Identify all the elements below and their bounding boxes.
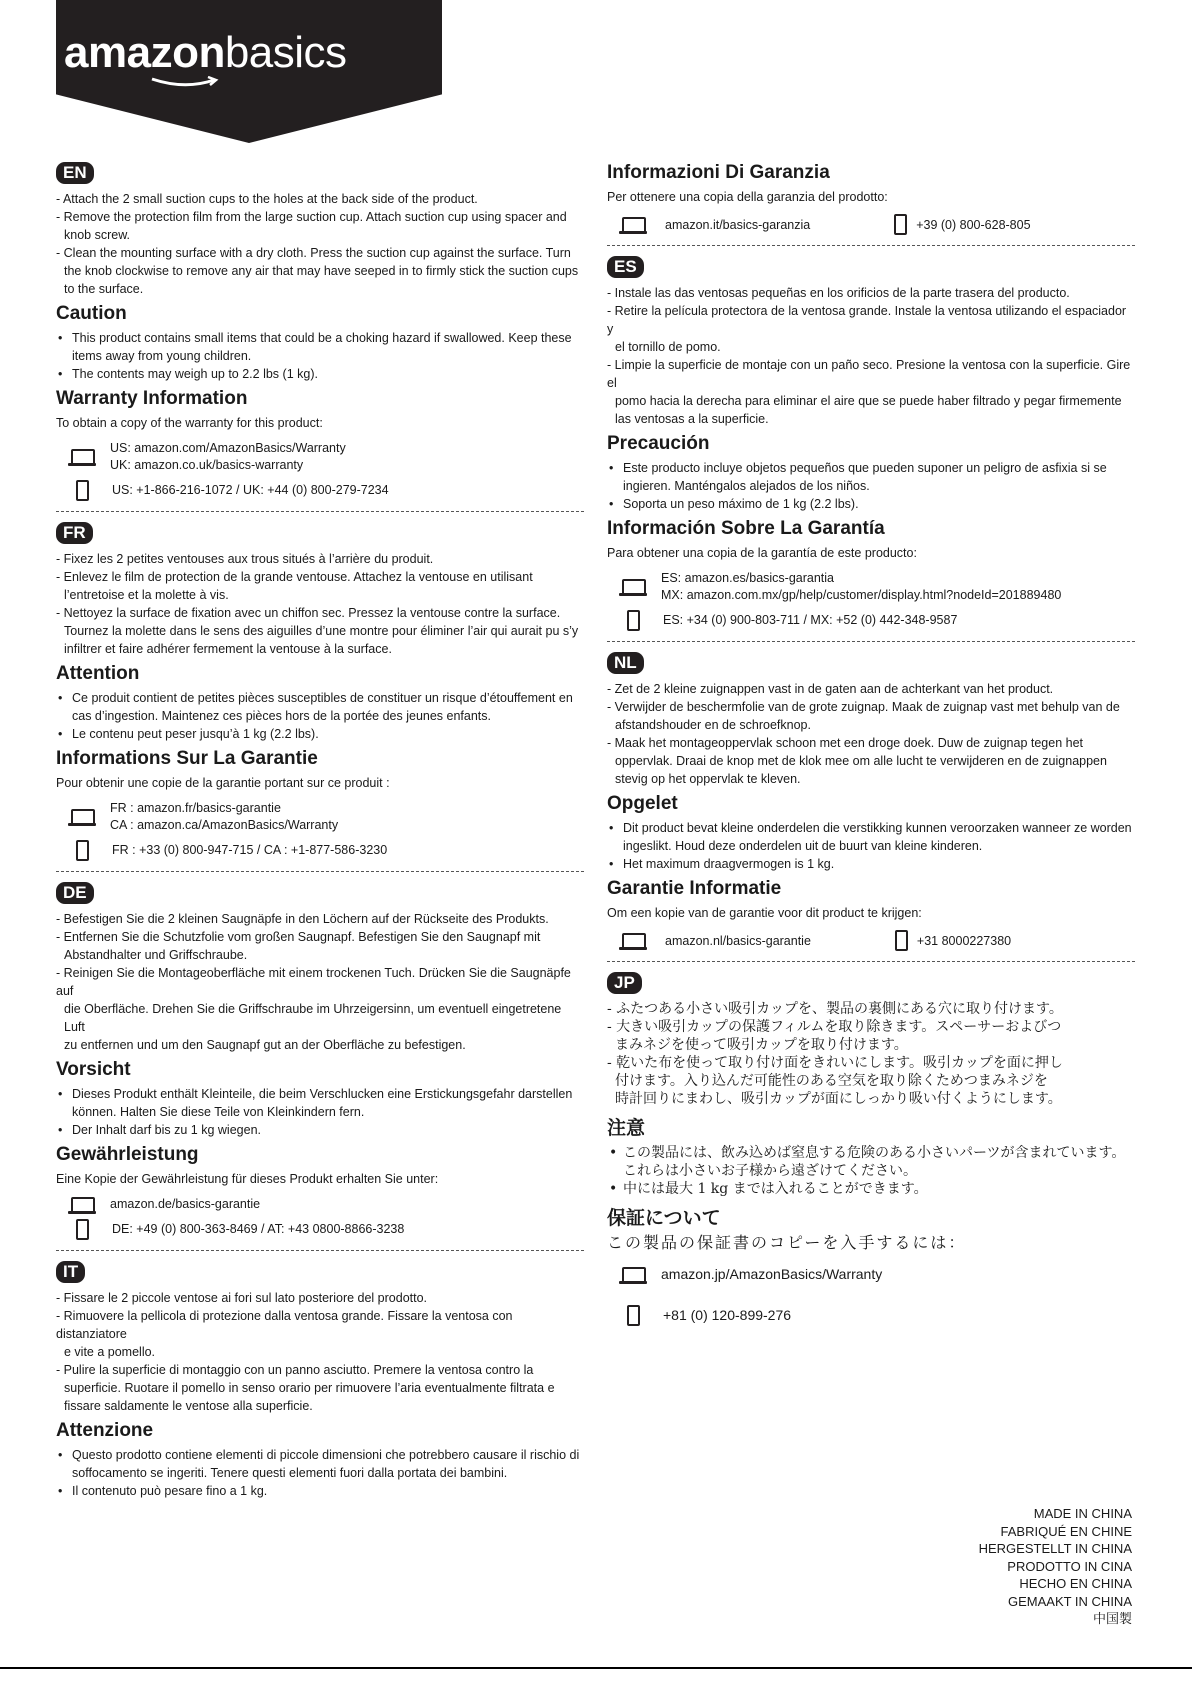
step-line: fissare saldamente le ventose alla superficie. (64, 1399, 313, 1413)
step-line: afstandshouder en de schroefknop. (615, 718, 811, 732)
warranty-link[interactable]: CA : amazon.ca/AmazonBasics/Warranty (110, 818, 339, 832)
section-it-warranty (607, 162, 1135, 235)
made-in-line: HECHO EN CHINA (1019, 1576, 1132, 1591)
divider (56, 511, 584, 512)
steps-it (56, 1289, 584, 1415)
step-line: まみネジを使って吸引カップを取り付けます。 (615, 1037, 908, 1053)
warranty-intro-de: Eine Kopie der Gewährleistung für dieses Produkt erhalten Sie unter: (56, 1172, 439, 1186)
warranty-link[interactable]: ES: amazon.es/basics-garantia (661, 571, 835, 585)
warranty-intro-es: Para obtener una copia de la garantía de este producto: (607, 546, 917, 560)
lang-badge-es: ES (607, 256, 644, 278)
section-en (56, 162, 584, 501)
phone-icon (76, 840, 89, 861)
warranty-phone-de (68, 1219, 584, 1240)
warranty-phone-en (68, 480, 584, 501)
step-line: l’entretoise et la molette à vis. (64, 588, 229, 602)
section-es (607, 256, 1135, 631)
section-de (56, 882, 584, 1240)
warranty-title-it: Informazioni Di Garanzia (607, 162, 830, 183)
step-line: - Instale las das ventosas pequeñas en los orificios de la parte trasera del producto. (607, 286, 1070, 300)
step-line: - Retire la película protectora de la ventosa grande. Instale la ventosa utilizando el espaciador y (607, 304, 1127, 336)
caution-title-de: Vorsicht (56, 1059, 131, 1080)
step-line: - Clean the mounting surface with a dry cloth. Press the suction cup against the surface. Turn (56, 246, 571, 260)
step-line: Abstandhalter und Griffschraube. (64, 948, 248, 962)
phone-number: FR : +33 (0) 800-947-715 / CA : +1-877-586-3230 (112, 843, 388, 857)
warranty-web-de (68, 1196, 584, 1213)
divider (607, 641, 1135, 642)
warranty-title-jp: 保証について (607, 1207, 721, 1229)
caution-title-jp: 注意 (607, 1117, 646, 1139)
caution-item: • Dit product bevat kleine onderdelen die verstikking kunnen veroorzaken wanneer ze worden ingeslikt. Houd deze onderdelen uit de buurt van kleine kinderen. (607, 819, 1135, 855)
warranty-title-es: Información Sobre La Garantía (607, 518, 885, 539)
caution-item: • The contents may weigh up to 2.2 lbs (1 kg). (56, 365, 584, 383)
steps-de (56, 910, 584, 1054)
caution-title-nl: Opgelet (607, 793, 678, 814)
bottom-rule (0, 1667, 1192, 1685)
caution-list-en (56, 329, 584, 383)
caution-item: • Het maximum draagvermogen is 1 kg. (607, 855, 1135, 873)
caution-item: • Ce produit contient de petites pièces susceptibles de constituer un risque d’étouffement en cas d’ingestion. Maintenez ces pièces hors de la portée des jeunes enfants. (56, 689, 584, 725)
step-line: - Verwijder de beschermfolie van de grote zuignap. Maak de zuignap vast met behulp van de (607, 700, 1120, 714)
section-jp (607, 972, 1135, 1326)
laptop-icon (619, 217, 647, 233)
warranty-link[interactable]: amazon.nl/basics-garantie (665, 933, 811, 948)
caution-item: • Este producto incluye objetos pequeños que pueden suponer un peligro de asfixia si se ingieren. Manténgalos alejados de los niños. (607, 459, 1135, 495)
step-line: - 乾いた布を使って取り付け面をきれいにします。吸引カップを面に押し (607, 1055, 1063, 1071)
warranty-intro-fr: Pour obtenir une copie de la garantie portant sur ce produit : (56, 776, 390, 790)
step-line: - Befestigen Sie die 2 kleinen Saugnäpfe in den Löchern auf der Rückseite des Produkts. (56, 912, 549, 926)
step-line: - Rimuovere la pellicola di protezione dalla ventosa grande. Fissare la ventosa con distanziatore (56, 1309, 513, 1341)
step-line: - Fissare le 2 piccole ventose ai fori sul lato posteriore del prodotto. (56, 1291, 428, 1305)
lang-badge-nl: NL (607, 652, 644, 674)
step-line: oppervlak. Draai de knop met de klok mee om alle lucht te verwijderen en de zuignappen (615, 754, 1107, 768)
step-line: - Attach the 2 small suction cups to the holes at the back side of the product. (56, 192, 478, 206)
section-it (56, 1261, 584, 1500)
laptop-icon (68, 809, 96, 825)
caution-title-it: Attenzione (56, 1420, 154, 1441)
caution-list-jp (607, 1144, 1135, 1198)
step-line: the knob clockwise to remove any air that may have seeped in to firmly stick the suction cups (64, 264, 579, 278)
smile-arrow-icon (150, 76, 220, 90)
laptop-icon (68, 1197, 96, 1213)
caution-item: • Soporta un peso máximo de 1 kg (2.2 lbs). (607, 495, 1135, 513)
step-line: - Maak het montageoppervlak schoon met een droge doek. Duw de zuignap tegen het (607, 736, 1084, 750)
step-line: infiltrer et faire adhérer fermement la ventouse à la surface. (64, 642, 392, 656)
made-in-line: 中国製 (1092, 1611, 1132, 1626)
warranty-web-fr (68, 800, 584, 834)
step-line: - Entfernen Sie die Schutzfolie vom großen Saugnapf. Befestigen Sie den Saugnapf mit (56, 930, 541, 944)
caution-list-nl (607, 819, 1135, 873)
caution-item: • This product contains small items that could be a choking hazard if swallowed. Keep these items away from young children. (56, 329, 584, 365)
phone-number: ES: +34 (0) 900-803-711 / MX: +52 (0) 442-348-9587 (663, 613, 958, 627)
caution-item: • Questo prodotto contiene elementi di piccole dimensioni che potrebbero causare il rischio di soffocamento se ingeriti. Tenere questi elementi fuori dalla portata dei bambini. (56, 1446, 584, 1482)
caution-list-it (56, 1446, 584, 1500)
steps-jp (607, 1000, 1135, 1108)
step-line: 時計回りにまわし、吸引カップが面にしっかり吸い付くようにします。 (615, 1091, 1062, 1107)
section-fr (56, 522, 584, 861)
step-line: - ふたつある小さい吸引カップを、製品の裏側にある穴に取り付けます。 (607, 1001, 1063, 1017)
warranty-intro-nl: Om een kopie van de garantie voor dit product te krijgen: (607, 906, 922, 920)
divider (607, 961, 1135, 962)
phone-number: +81 (0) 120-899-276 (663, 1307, 792, 1323)
caution-item: • Le contenu peut peser jusqu’à 1 kg (2.2 lbs). (56, 725, 584, 743)
step-line: - 大きい吸引カップの保護フィルムを取り除きます。スペーサーおよびつ (607, 1019, 1062, 1035)
warranty-title-en: Warranty Information (56, 388, 248, 409)
step-line: to the surface. (64, 282, 144, 296)
caution-item: • 中には最大 1 kg までは入れることができます。 (607, 1180, 1135, 1198)
right-column (607, 162, 1135, 1332)
caution-item: • この製品には、飲み込めば窒息する危険のある小さいパーツが含まれています。これらは小さいお子様から遠ざけてください。 (607, 1144, 1135, 1180)
step-line: die Oberfläche. Drehen Sie die Griffschraube im Uhrzeigersinn, um eventuell eingetretene Luft (64, 1002, 562, 1034)
laptop-icon (619, 933, 647, 949)
caution-title-es: Precaución (607, 433, 710, 454)
caution-list-es (607, 459, 1135, 513)
phone-number: +39 (0) 800-628-805 (916, 217, 1031, 232)
step-line: pomo hacia la derecha para eliminar el aire que se puede haber filtrado y pegar firmemente (615, 394, 1122, 408)
laptop-icon (68, 449, 96, 465)
step-line: las ventosas a la superficie. (615, 412, 769, 426)
warranty-link[interactable]: amazon.it/basics-garanzia (665, 217, 811, 232)
warranty-phone-es (619, 610, 1135, 631)
lang-badge-de: DE (56, 882, 94, 904)
step-line: - Remove the protection film from the large suction cup. Attach suction cup using spacer and (56, 210, 567, 224)
step-line: zu entfernen und um den Saugnapf gut an der Oberfläche zu befestigen. (64, 1038, 466, 1052)
warranty-link[interactable]: UK: amazon.co.uk/basics-warranty (110, 458, 304, 472)
warranty-contacts-nl (619, 930, 1135, 951)
caution-title-fr: Attention (56, 663, 140, 684)
phone-icon (895, 930, 908, 951)
laptop-icon (619, 579, 647, 595)
warranty-title-de: Gewährleistung (56, 1144, 199, 1165)
step-line: 付けます。入り込んだ可能性のある空気を取り除くためつまみネジを (615, 1073, 1048, 1089)
lang-badge-en: EN (56, 162, 94, 184)
step-line: - Enlevez le film de protection de la grande ventouse. Attachez la ventouse en utilisant (56, 570, 533, 584)
warranty-intro-jp: この製品の保証書のコピーを入手するには： (607, 1233, 967, 1252)
step-line: - Pulire la superficie di montaggio con un panno asciutto. Premere la ventosa contro la (56, 1363, 534, 1377)
warranty-title-fr: Informations Sur La Garantie (56, 748, 318, 769)
step-line: - Reinigen Sie die Montageoberfläche mit einem trockenen Tuch. Drücken Sie die Saugnäpfe auf (56, 966, 571, 998)
warranty-web-en (68, 440, 584, 474)
laptop-icon (619, 1267, 647, 1283)
made-in-line: GEMAAKT IN CHINA (1007, 1593, 1132, 1609)
warranty-web-es (619, 570, 1135, 604)
step-line: e vite a pomello. (64, 1345, 156, 1359)
divider (607, 245, 1135, 246)
steps-en (56, 190, 584, 298)
caution-list-fr (56, 689, 584, 743)
step-line: superficie. Ruotare il pomello in senso orario per rimuovere l’aria eventualmente filtrata e (64, 1381, 555, 1395)
warranty-link[interactable]: FR : amazon.fr/basics-garantie (110, 801, 281, 815)
phone-icon (627, 610, 640, 631)
warranty-link[interactable]: MX: amazon.com.mx/gp/help/customer/display.html?nodeId=201889480 (661, 588, 1062, 602)
amazonbasics-logo: amazonbasics (64, 28, 347, 77)
made-in-line: HERGESTELLT IN CHINA (978, 1541, 1132, 1556)
steps-es (607, 284, 1135, 428)
lang-badge-jp: JP (607, 972, 642, 994)
warranty-contacts-it (619, 214, 1135, 235)
caution-item: • Il contenuto può pesare fino a 1 kg. (56, 1482, 584, 1500)
warranty-phone-fr (68, 840, 584, 861)
left-column (56, 162, 584, 1500)
step-line: Tournez la molette dans le sens des aiguilles d’une montre pour éliminer l’air qui aurait pu s’y (64, 624, 579, 638)
warranty-intro-en: To obtain a copy of the warranty for this product: (56, 416, 323, 430)
phone-icon (76, 480, 89, 501)
made-in-line: MADE IN CHINA (1033, 1506, 1132, 1521)
step-line: knob screw. (64, 228, 131, 242)
warranty-intro-it: Per ottenere una copia della garanzia del prodotto: (607, 190, 888, 204)
step-line: - Fixez les 2 petites ventouses aux trous situés à l’arrière du produit. (56, 552, 434, 566)
step-line: el tornillo de pomo. (615, 340, 721, 354)
section-nl (607, 652, 1135, 951)
made-in-line: PRODOTTO IN CINA (1007, 1558, 1132, 1574)
steps-nl (607, 680, 1135, 788)
step-line: - Nettoyez la surface de fixation avec un chiffon sec. Pressez la ventouse contre la surface. (56, 606, 561, 620)
lang-badge-fr: FR (56, 522, 93, 544)
phone-number: DE: +49 (0) 800-363-8469 / AT: +43 0800-8866-3238 (112, 1222, 405, 1236)
phone-icon (894, 214, 907, 235)
made-in-block (979, 1505, 1132, 1628)
phone-icon (76, 1219, 89, 1240)
step-line: - Limpie la superficie de montaje con un paño seco. Presione la ventosa con la superficie. Gire el (607, 358, 1131, 390)
phone-number: +31 8000227380 (916, 933, 1012, 948)
warranty-phone-jp (619, 1305, 1135, 1326)
warranty-link[interactable]: US: amazon.com/AmazonBasics/Warranty (110, 441, 346, 455)
phone-number: US: +1-866-216-1072 / UK: +44 (0) 800-279-7234 (112, 483, 389, 497)
warranty-title-nl: Garantie Informatie (607, 878, 782, 899)
lang-badge-it: IT (56, 1261, 85, 1283)
warranty-link[interactable]: amazon.de/basics-garantie (110, 1197, 261, 1211)
divider (56, 871, 584, 872)
steps-fr (56, 550, 584, 658)
made-in-line: FABRIQUÉ EN CHINE (1000, 1523, 1132, 1539)
step-line: stevig op het oppervlak te kleven. (615, 772, 801, 786)
phone-icon (627, 1305, 640, 1326)
step-line: - Zet de 2 kleine zuignappen vast in de gaten aan de achterkant van het product. (607, 682, 1054, 696)
warranty-web-jp (619, 1266, 1135, 1283)
divider (56, 1250, 584, 1251)
warranty-link[interactable]: amazon.jp/AmazonBasics/Warranty (661, 1266, 883, 1282)
caution-title-en: Caution (56, 303, 127, 324)
caution-item: • Der Inhalt darf bis zu 1 kg wiegen. (56, 1121, 584, 1139)
caution-item: • Dieses Produkt enthält Kleinteile, die beim Verschlucken eine Erstickungsgefahr darstellen können. Halten Sie diese Teile von Kleinkindern fern. (56, 1085, 584, 1121)
caution-list-de (56, 1085, 584, 1139)
